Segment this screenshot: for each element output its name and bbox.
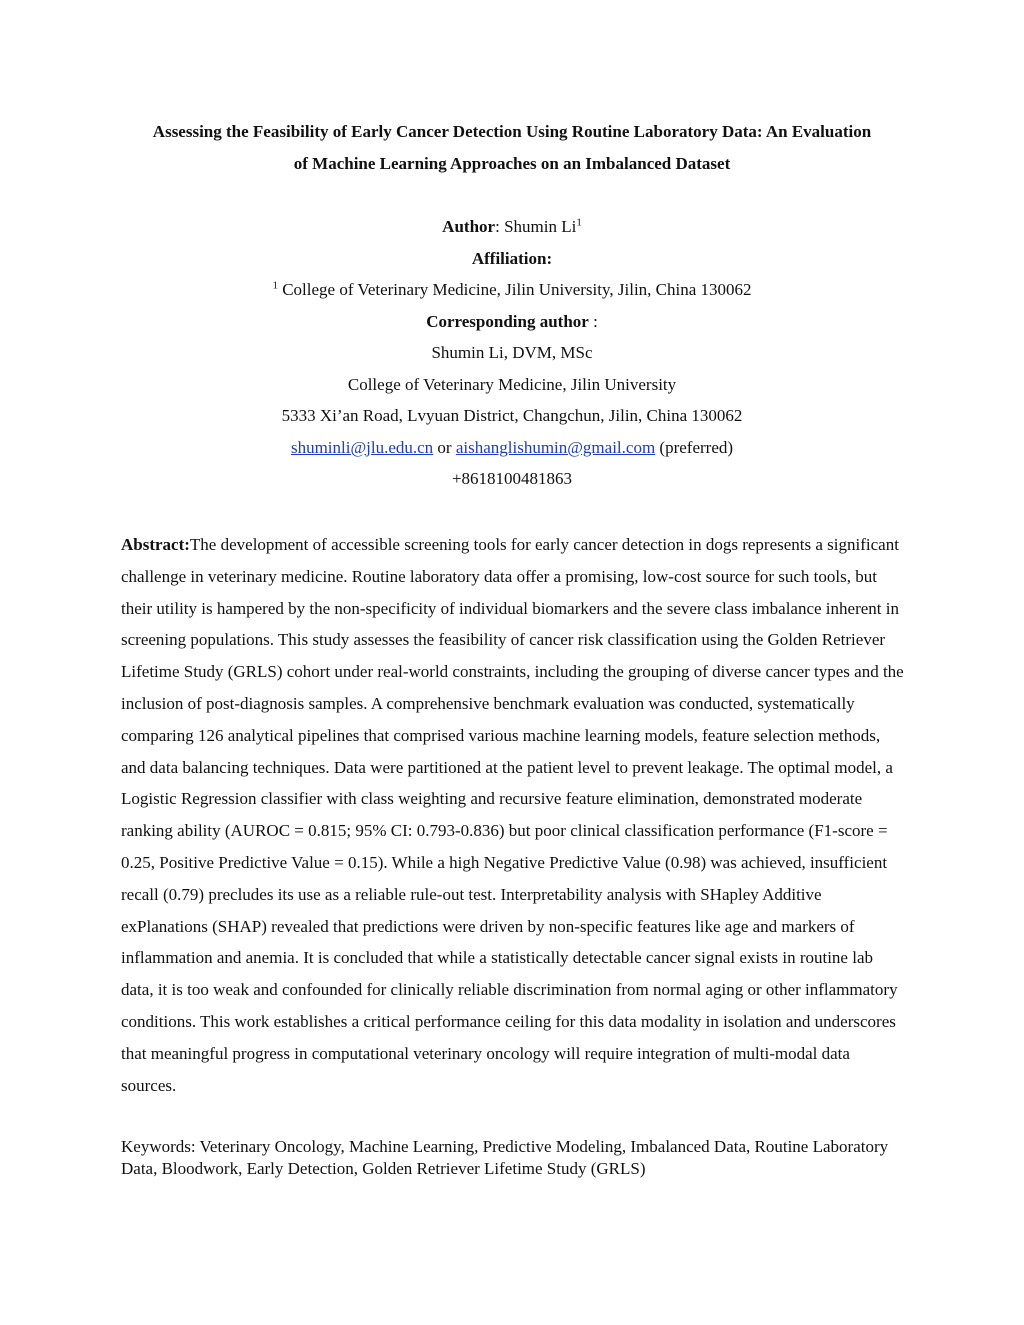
email-link-jlu[interactable]: shuminli@jlu.edu.cn bbox=[290, 437, 434, 457]
corresponding-heading bbox=[100, 306, 924, 338]
title-line-1: Assessing the Feasibility of Early Cancer Detection Using Routine Laboratory Data: An Evaluation bbox=[152, 122, 872, 141]
email-line bbox=[100, 432, 924, 464]
affiliation-heading bbox=[100, 243, 924, 275]
abstract-label: Abstract: bbox=[121, 535, 190, 554]
author-superscript: 1 bbox=[576, 216, 582, 229]
author-name: Shumin Li bbox=[504, 217, 577, 236]
corresponding-name: Shumin Li, DVM, MSc bbox=[431, 343, 593, 362]
email-preferred: (preferred) bbox=[655, 437, 734, 457]
author-label: Author bbox=[442, 217, 496, 236]
paper-title bbox=[100, 116, 924, 180]
affiliation-label: Affiliation: bbox=[471, 248, 553, 268]
abstract-text: The development of accessible screening tools for early cancer detection in dogs represents a significant challenge in veterinary medicine. Routine laboratory data offer a promising, low-cost source for such tools, but their utility is hampered by the non-specificity of individual biomarkers and the severe class imbalance inherent in screening populations. This study assesses the feasibility of cancer risk classification using the Golden Retriever Lifetime Study (GRLS) cohort under real-world constraints, including the grouping of diverse cancer types and the inclusion of post-diagnosis samples. A comprehensive benchmark evaluation was conducted, systematically comparing 126 analytical pipelines that comprised various machine learning models, feature selection methods, and data balancing techniques. Data were partitioned at the patient level to prevent leakage. The optimal model, a Logistic Regression classifier with class weighting and recursive feature elimination, demonstrated moderate ranking ability (AUROC = 0.815; 95% CI: 0.793-0.836) but poor clinical classification performance (F1-score = 0.25, Positive Predictive Value = 0.15). While a high Negative Predictive Value (0.98) was achieved, insufficient recall (0.79) precludes its use as a reliable rule-out test. Interpretability analysis with SHapley Additive exPlanations (SHAP) revealed that predictions were driven by non-specific features like age and markers of inflammation and anemia. It is concluded that while a statistically detectable cancer signal exists in routine lab data, it is too weak and confounded for clinically reliable discrimination from normal aging or other inflammatory conditions. This work establishes a critical performance ceiling for this data modality in isolation and underscores that meaningful progress in computational veterinary oncology will require integration of multi-modal data sources. bbox=[121, 535, 904, 1095]
author-line bbox=[100, 211, 924, 243]
author-block bbox=[100, 211, 924, 495]
email-or: or bbox=[433, 437, 456, 457]
corresponding-institution: College of Veterinary Medicine, Jilin University bbox=[347, 374, 677, 394]
author-separator: : bbox=[495, 217, 505, 236]
keywords: Keywords: Veterinary Oncology, Machine Learning, Predictive Modeling, Imbalanced Data, Routine Laboratory Data, Bloodwork, Early Detection, Golden Retriever Lifetime Study (GRLS) bbox=[121, 1137, 889, 1178]
corresponding-address: 5333 Xi’an Road, Lvyuan District, Changchun, Jilin, China 130062 bbox=[281, 406, 743, 425]
corresponding-label: Corresponding author bbox=[426, 311, 589, 331]
affiliation-superscript: 1 bbox=[272, 279, 278, 292]
abstract bbox=[121, 529, 905, 1101]
phone-number: +8618100481863 bbox=[451, 469, 573, 488]
affiliation-text: College of Veterinary Medicine, Jilin University, Jilin, China 130062 bbox=[277, 280, 752, 299]
title-line-2: of Machine Learning Approaches on an Imbalanced Dataset bbox=[293, 154, 731, 173]
email-link-gmail[interactable]: aishanglishumin@gmail.com bbox=[455, 437, 656, 457]
affiliation-line bbox=[100, 274, 924, 306]
corresponding-separator: : bbox=[588, 311, 598, 331]
